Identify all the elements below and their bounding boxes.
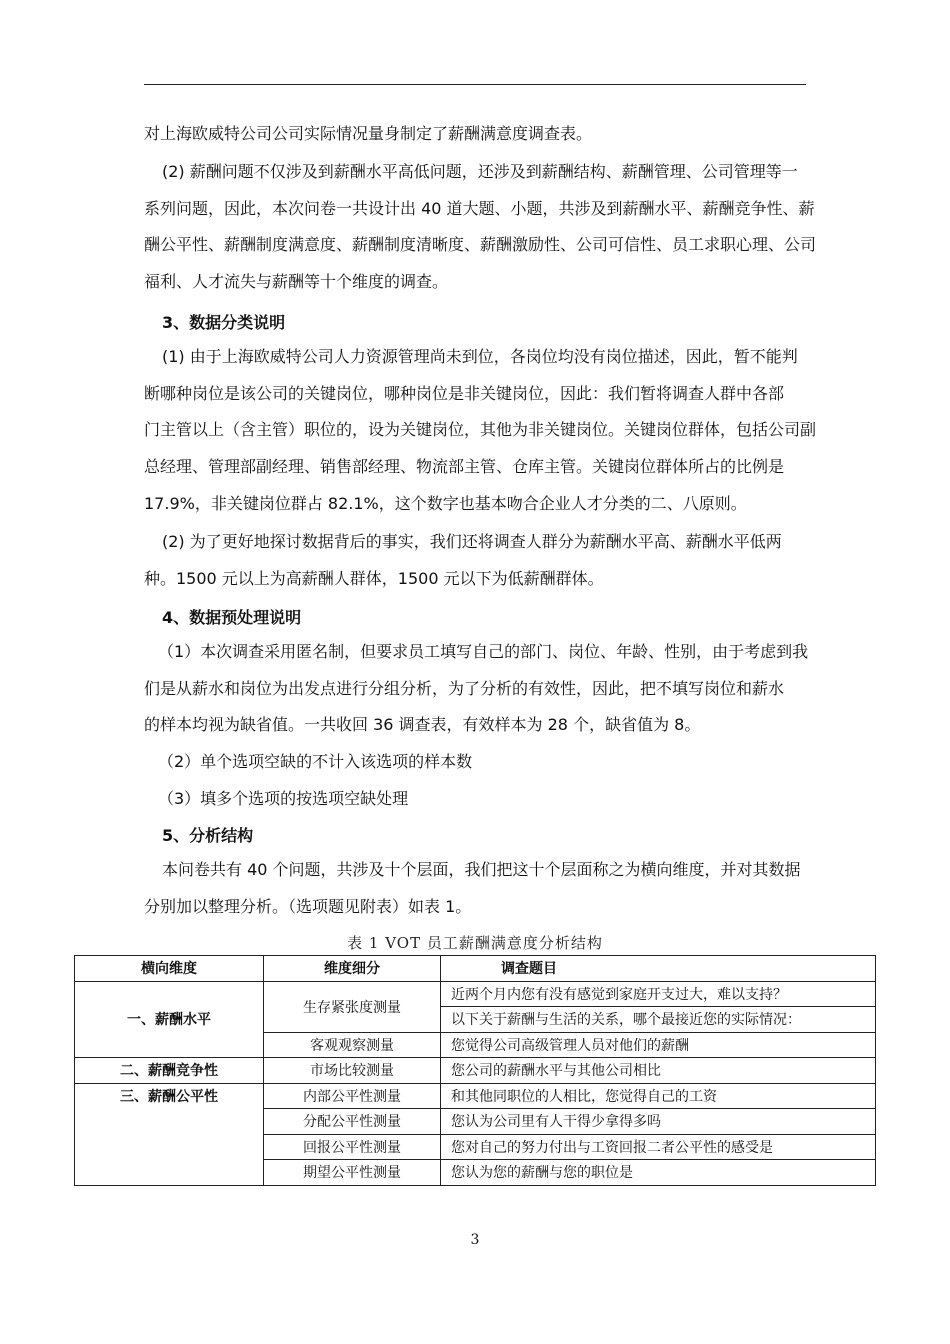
dimension-cell: 三、薪酬公平性 — [75, 1083, 264, 1185]
table-row — [75, 1083, 876, 1109]
subdimension-cell: 客观观察测量 — [264, 1032, 441, 1058]
section-heading-3: 3、数据分类说明 — [162, 313, 286, 332]
question-cell: 和其他同职位的人相比，您觉得自己的工资 — [441, 1083, 876, 1109]
subdimension-cell: 期望公平性测量 — [264, 1160, 441, 1186]
text-line: 的样本均视为缺省值。一共收回 36 调查表，有效样本为 28 个，缺省值为 8。 — [144, 715, 701, 735]
paragraph-2 — [144, 154, 817, 301]
paragraph-7 — [144, 781, 806, 818]
text-line: 门主管以上（含主管）职位的，设为关键岗位，其他为非关键岗位。关键岗位群体，包括公司副 — [144, 420, 817, 440]
text-line: （2）单个选项空缺的不计入该选项的样本数 — [158, 752, 473, 771]
section-heading-4: 4、数据预处理说明 — [162, 608, 302, 627]
subdimension-cell: 内部公平性测量 — [264, 1083, 441, 1109]
dimension-cell: 一、薪酬水平 — [75, 981, 264, 1058]
section-heading-5: 5、分析结构 — [162, 826, 254, 845]
header-rule — [144, 84, 806, 85]
text-line: (2) 为了更好地探讨数据背后的事实，我们还将调查人群分为薪酬水平高、薪酬水平低两 — [162, 532, 782, 551]
question-cell: 您觉得公司高级管理人员对他们的薪酬 — [441, 1032, 876, 1058]
text-line: （1）本次调查采用匿名制，但要求员工填写自己的部门、岗位、年龄、性别，由于考虑到我 — [158, 642, 809, 661]
text-line: 总经理、管理部副经理、销售部经理、物流部主管、仓库主管。关键岗位群体所占的比例是 — [144, 457, 785, 477]
paragraph-5 — [144, 634, 809, 744]
text-line: 们是从薪水和岗位为出发点进行分组分析，为了分析的有效性，因此，把不填写岗位和薪水 — [144, 678, 785, 698]
question-cell: 您认为公司里有人干得少拿得多吗 — [441, 1109, 876, 1135]
question-cell: 您对自己的努力付出与工资回报二者公平性的感受是 — [441, 1134, 876, 1160]
text-line: 福利、人才流失与薪酬等十个维度的调查。 — [144, 272, 449, 292]
text-line: (2) 薪酬问题不仅涉及到薪酬水平高低问题，还涉及到薪酬结构、薪酬管理、公司管理等一 — [162, 162, 798, 181]
column-header: 横向维度 — [75, 956, 264, 982]
text-line: 17.9%，非关键岗位群占 82.1%，这个数字也基本吻合企业人才分类的二、八原则。 — [144, 493, 747, 513]
text-line: 系列问题，因此，本次问卷一共设计出 40 道大题、小题，共涉及到薪酬水平、薪酬竞争性、薪 — [144, 198, 815, 218]
table-caption: 表 1 VOT 员工薪酬满意度分析结构 — [347, 934, 603, 952]
analysis-structure-table — [74, 955, 876, 1186]
paragraph-3 — [144, 339, 817, 523]
question-cell: 您公司的薪酬水平与其他公司相比 — [441, 1058, 876, 1084]
text-line: 断哪种岗位是该公司的关键岗位，哪种岗位是非关键岗位，因此：我们暂将调查人群中各部 — [144, 383, 785, 403]
text-line: 本问卷共有 40 个问题，共涉及十个层面，我们把这十个层面称之为横向维度，并对其数据 — [162, 860, 801, 879]
subdimension-cell: 生存紧张度测量 — [264, 981, 441, 1032]
dimension-cell: 二、薪酬竞争性 — [75, 1058, 264, 1084]
text-line: 分别加以整理分析。（选项题见附表）如表 1。 — [144, 896, 472, 916]
text-line: （3）填多个选项的按选项空缺处理 — [158, 789, 409, 808]
table-header-row — [75, 956, 876, 982]
question-cell: 以下关于薪酬与生活的关系，哪个最接近您的实际情况： — [441, 1007, 876, 1033]
page-number: 3 — [470, 1232, 480, 1248]
paragraph-4 — [144, 524, 806, 597]
subdimension-cell: 市场比较测量 — [264, 1058, 441, 1084]
paragraph-8 — [144, 852, 806, 925]
column-header: 维度细分 — [264, 956, 441, 982]
table-row — [75, 1058, 876, 1084]
paragraph-intro-end — [144, 116, 806, 153]
column-header: 调查题目 — [441, 956, 876, 982]
subdimension-cell: 分配公平性测量 — [264, 1109, 441, 1135]
subdimension-cell: 回报公平性测量 — [264, 1134, 441, 1160]
question-cell: 近两个月内您有没有感觉到家庭开支过大，难以支持？ — [441, 981, 876, 1007]
text-line: 种。1500 元以上为高薪酬人群体，1500 元以下为低薪酬群体。 — [144, 568, 604, 588]
text-line: 酬公平性、薪酬制度满意度、薪酬制度清晰度、薪酬激励性、公司可信性、员工求职心理、公司 — [144, 235, 817, 255]
paragraph-6 — [144, 744, 806, 781]
table-row — [75, 981, 876, 1007]
question-cell: 您认为您的薪酬与您的职位是 — [441, 1160, 876, 1186]
text-line: (1) 由于上海欧威特公司人力资源管理尚未到位，各岗位均没有岗位描述，因此，暂不能判 — [162, 347, 798, 366]
text-line: 对上海欧威特公司公司实际情况量身制定了薪酬满意度调查表。 — [144, 124, 593, 143]
